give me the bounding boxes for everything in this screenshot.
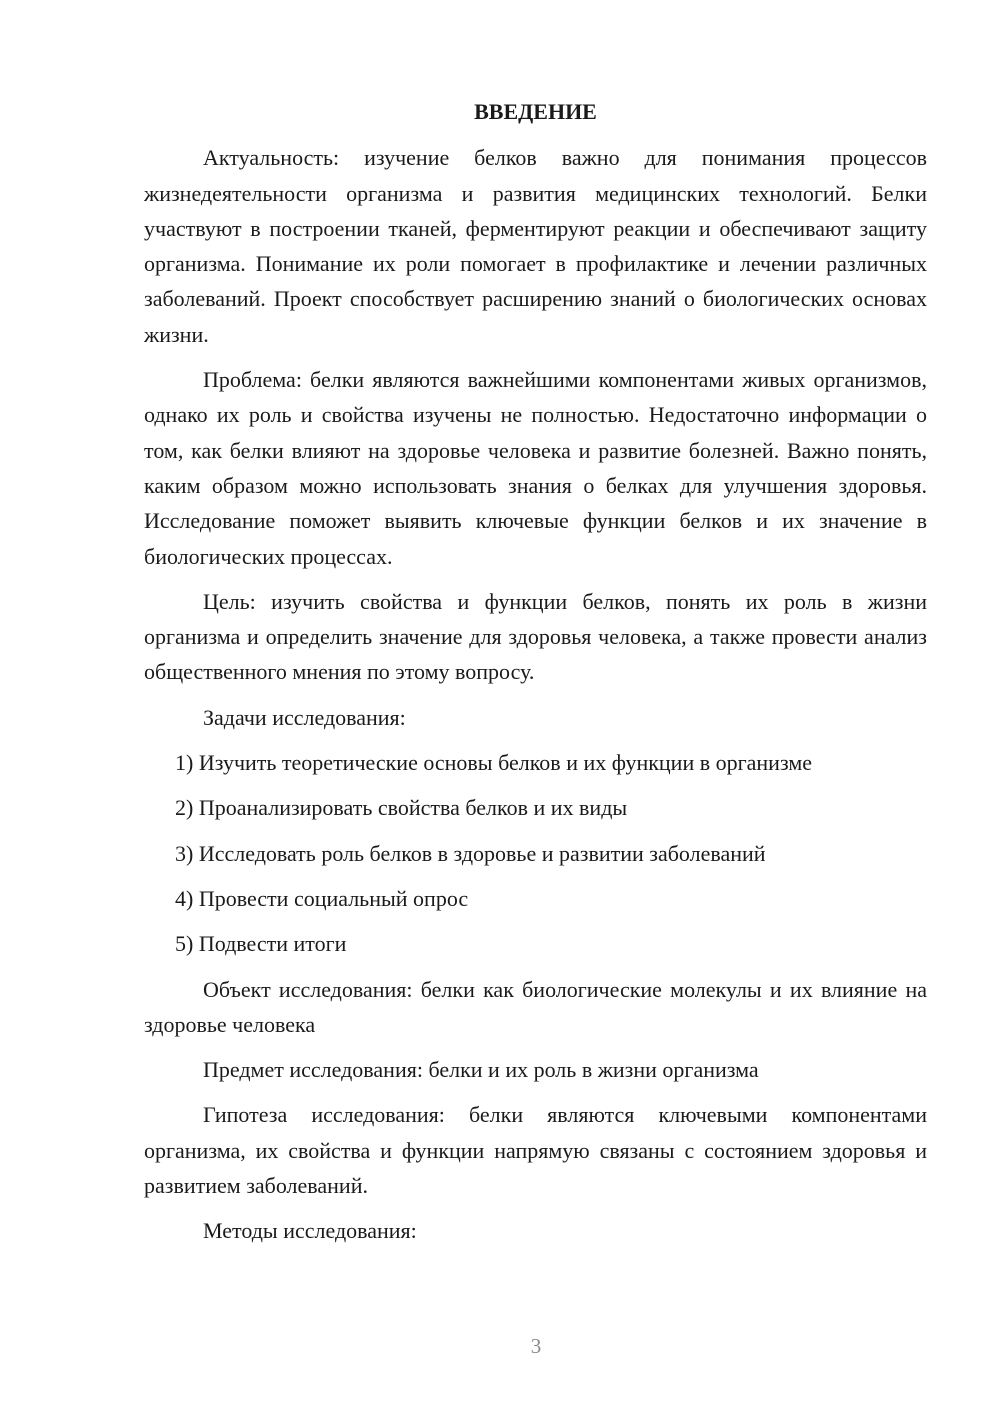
paragraph-problem: Проблема: белки являются важнейшими компонентами живых организмов, однако их роль и свойства изучены не полностью. Недостаточно информации о том, как белки влияют на здоровье человека и развитие болезней. Важно понять, каким образом можно использовать знания о белках для улучшения здоровья. Исследование поможет выявить ключевые функции белков и их значение в биологических процессах. (144, 367, 927, 569)
list-item: 2) Проанализировать свойства белков и их виды (175, 795, 628, 821)
page-title: ВВЕДЕНИЕ (474, 99, 597, 124)
paragraph-subject: Предмет исследования: белки и их роль в жизни организма (203, 1057, 759, 1083)
page-number: 3 (530, 1334, 542, 1358)
paragraph-methods: Методы исследования: (203, 1218, 417, 1244)
paragraph-goal: Цель: изучить свойства и функции белков, понять их роль в жизни организма и определить значение для здоровья человека, а также провести анализ общественного мнения по этому вопросу. (144, 588, 927, 685)
paragraph-hypothesis: Гипотеза исследования: белки являются ключевыми компонентами организма, их свойства и функции напрямую связаны с состоянием здоровья и развитием заболеваний. (144, 1102, 927, 1199)
list-item: 1) Изучить теоретические основы белков и их функции в организме (175, 750, 813, 776)
tasks-heading: Задачи исследования: (203, 704, 406, 730)
tasks-list (144, 745, 927, 961)
list-item: 5) Подвести итоги (175, 931, 347, 957)
list-item: 4) Провести социальный опрос (175, 885, 469, 911)
paragraph-relevance: Актуальность: изучение белков важно для понимания процессов жизнедеятельности организма и развития медицинских технологий. Белки участвуют в построении тканей, ферментируют реакции и обеспечивают защиту организма. Понимание их роли помогает в профилактике и лечении различных заболеваний. Проект способствует расширению знаний о биологических основах жизни. (144, 145, 927, 347)
page-content (144, 94, 927, 1259)
paragraph-object: Объект исследования: белки как биологические молекулы и их влияние на здоровье человека (144, 976, 927, 1037)
list-item: 3) Исследовать роль белков в здоровье и развитии заболеваний (175, 840, 766, 866)
